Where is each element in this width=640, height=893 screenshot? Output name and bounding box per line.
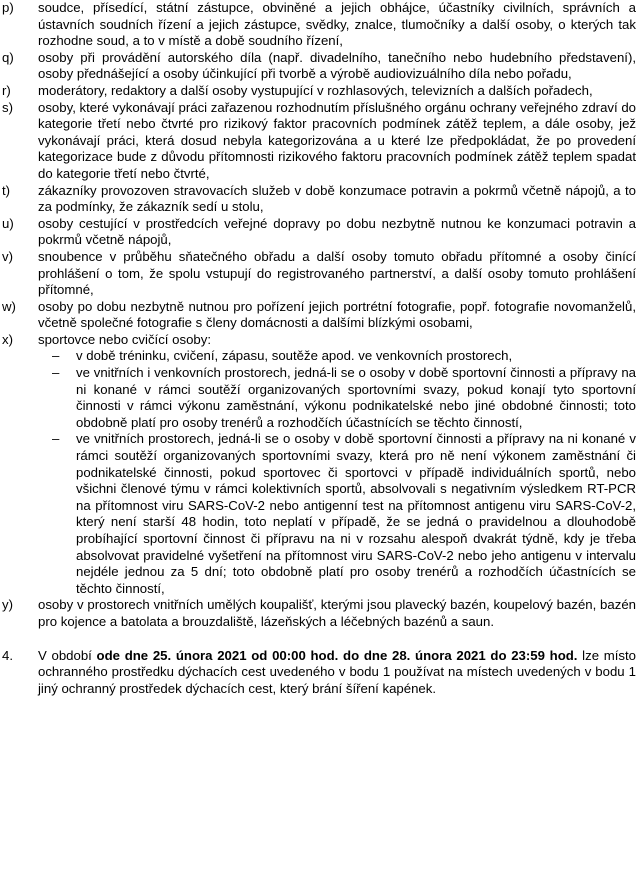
dash-bullet: – bbox=[52, 365, 60, 381]
sublist-item bbox=[38, 365, 636, 431]
list-item-text: moderátory, redaktory a další osoby vystupující v rozhlasových, televizních a dalších pořadech, bbox=[38, 82, 593, 98]
sublist-item bbox=[38, 348, 636, 365]
point-4 bbox=[0, 648, 636, 698]
list-item-text: snoubence v průběhu sňatečného obřadu a další osoby tomuto obřadu přítomné a osoby činící prohlášení o tom, že spolu vstupují do registrovaného partnerství, a další osoby tomuto prohlášení přítomné, bbox=[38, 248, 636, 298]
list-item-label: v) bbox=[2, 248, 13, 264]
list-item-text: soudce, přísedící, státní zástupce, obviněné a jejich obhájce, účastníky civilních, správních a ústavních soudních řízení a jejich zástupce, svědky, znalce, tlumočníky a další osoby, o kterých tak rozhodne soud, a to v místě a době soudního řízení, bbox=[38, 0, 636, 49]
list-item-r bbox=[0, 83, 636, 100]
list-item-p bbox=[0, 0, 636, 50]
list-item-label: q) bbox=[2, 49, 14, 65]
sublist-item-text: v době tréninku, cvičení, zápasu, soutěže apod. ve venkovních prostorech, bbox=[76, 348, 513, 364]
list-item-label: y) bbox=[2, 597, 13, 613]
list-item-u bbox=[0, 216, 636, 249]
list-item-label: p) bbox=[2, 0, 14, 15]
list-item-label: u) bbox=[2, 215, 14, 231]
list-item-text: osoby, které vykonávají práci zařazenou rozhodnutím příslušného orgánu ochrany veřejného zdraví do kategorie třetí nebo čtvrté pro rizikový faktor pracovních podmínek zátěž teplem, a dále osoby, jež vykonávají práci, která dosud nebyla kategorizována a u které lze předpokládat, že po provedení kategorizace bude z důvodu přítomnosti rizikového faktoru pracovních podmínek zátěž teplem spadat do kategorie třetí nebo čtvrté, bbox=[38, 99, 636, 181]
dash-bullet: – bbox=[52, 431, 60, 447]
point-number: 4. bbox=[2, 647, 13, 663]
list-item-label: x) bbox=[2, 331, 13, 347]
list-item-y bbox=[0, 597, 636, 630]
list-item-text: osoby po dobu nezbytně nutnou pro pořízení jejich portrétní fotografie, popř. fotografie novomanželů, včetně společné fotografie s členy domácnosti a dalšími blízkými osobami, bbox=[38, 298, 636, 331]
x-sublist bbox=[0, 348, 636, 597]
list-item-text: osoby cestující v prostředcích veřejné dopravy po dobu nezbytně nutnou ke konzumaci potravin a pokrmů včetně nápojů, bbox=[38, 215, 636, 248]
point-date-range: ode dne 25. února 2021 od 00:00 hod. do dne 28. února 2021 do 23:59 hod. bbox=[96, 647, 578, 663]
dash-bullet: – bbox=[52, 348, 60, 364]
sublist-item-text: ve vnitřních prostorech, jedná-li se o osoby v době sportovní činnosti a přípravy na ni konané v rámci soutěží organizovaných sportovními svazy, která pro ně není výkonem zaměstnání či podnikatelské činnosti, pokud sportovec či sportovci v případě individuálních sportů, nebo všichni členové týmu v rámci kolektivních sportů, absolvovali s negativním výsledkem RT-PCR na přítomnost viru SARS-CoV-2 nebo antigenní test na přítomnost antigenu viru SARS-CoV-2, který není starší 48 hodin, toto neplatí v případě, že se jedná o pravidelnou a dlouhodobě probíhající sportovní činnost či přípravu na ni v rozsahu alespoň dvakrát týdně, kdy je třeba absolvovat pravidelné vyšetření na přítomnost viru SARS-CoV-2 nebo jeho antigenu v intervalu nejdéle jednou za 5 dní; toto obdobně platí pro osoby trenérů a rozhodčích účastnících se těchto činností, bbox=[76, 431, 636, 596]
list-item-text: osoby v prostorech vnitřních umělých koupališť, kterými jsou plavecký bazén, koupelový bazén, bazén pro kojence a batolata a brouzdaliště, lázeňských a léčebných bazénů a saun. bbox=[38, 597, 636, 629]
list-item-s bbox=[0, 100, 636, 183]
list-item-text: sportovce nebo cvičící osoby: bbox=[38, 331, 211, 347]
sublist-item bbox=[38, 431, 636, 597]
point-text-suffix: lze místo ochranného prostředku dýchacích cest uvedeného v bodu 1 používat na místech uvedených v bodu 1 jiný ochranný prostředek dýchacích cest, který brání šíření kapének. bbox=[38, 647, 636, 696]
list-item-w bbox=[0, 299, 636, 332]
list-item-x bbox=[0, 332, 636, 349]
list-item-t bbox=[0, 183, 636, 216]
list-item-v bbox=[0, 249, 636, 299]
list-item-label: s) bbox=[2, 99, 13, 115]
point-text-prefix: V období bbox=[38, 647, 97, 663]
list-item-q bbox=[0, 50, 636, 83]
list-item-label: w) bbox=[2, 298, 16, 314]
list-item-label: r) bbox=[2, 82, 11, 98]
list-item-text: zákazníky provozoven stravovacích služeb v době konzumace potravin a pokrmů včetně nápojů, a to za podmínky, že zákazník sedí u stolu, bbox=[38, 182, 636, 215]
list-item-text: osoby při provádění autorského díla (např. divadelního, tanečního nebo hudebního představení), osoby přednášející a osoby účinkující při tvorbě a výrobě audiovizuálního díla nebo pořadu, bbox=[38, 49, 636, 82]
list-item-label: t) bbox=[2, 182, 11, 198]
sublist-item-text: ve vnitřních i venkovních prostorech, jedná-li se o osoby v době sportovní činnosti a přípravy na ni konané v rámci soutěží organizovaných sportovními svazy, pokud konají tyto sportovní činnosti v rámci výkonu zaměstnání, výkonu podnikatelské nebo jiné obdobné činnosti; toto obdobně platí pro osoby trenérů a rozhodčích účastnících se těchto činností, bbox=[76, 365, 636, 430]
